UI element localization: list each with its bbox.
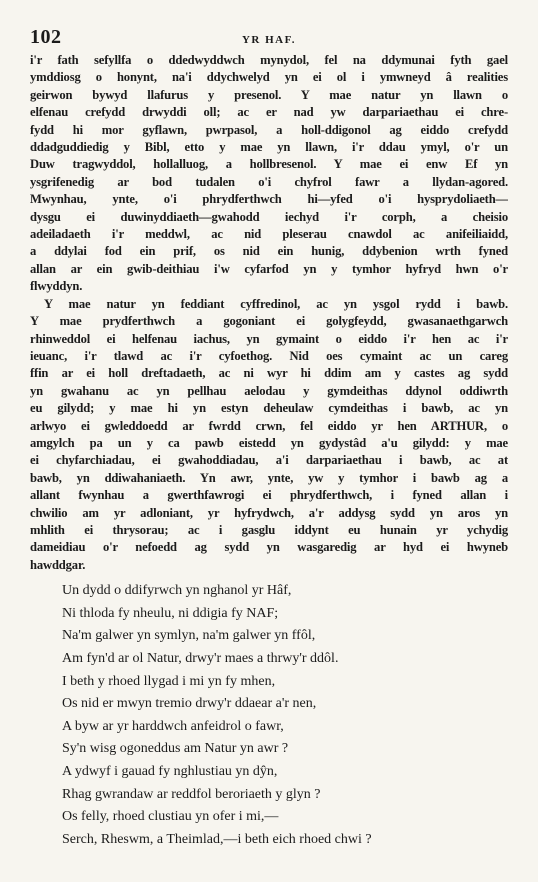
text-line: mhlith ei thrysorau; ac i gasglu iddynt eu hunain yr ychydig — [30, 522, 508, 537]
text-line: arlwyo ei gwleddoedd ar fwrdd crwn, fel eiddo yr hen ARTHUR, o — [30, 418, 508, 433]
text-line: ieuanc, i'r tlawd ac i'r cyfoethog. Nid oes cymaint ac un careg — [30, 348, 508, 363]
page-number: 102 — [30, 26, 62, 48]
text-line: i'r fath sefyllfa o ddedwyddwch mynydol, fel na ddymunai fyth gael — [30, 53, 508, 67]
paragraph-2 — [30, 296, 508, 575]
text-line: ysgrifenedig ar bod tudalen o'i chyfrol fawr a llydan-agored. — [30, 174, 508, 189]
text-line: ddadguddiedig y Bibl, etto y mae yn llawn, i'r ddau ymyl, o'r un — [30, 140, 508, 155]
poem-line: A byw ar yr harddwch anfeidrol o fawr, — [62, 718, 284, 734]
text-line: eu gilydd; y mae hi yn estyn deheulaw cymdeithas i bawb, ac yn — [30, 401, 508, 416]
poem-line: Ni thloda fy nheulu, ni ddigia fy NAF; — [62, 605, 279, 621]
text-line: hawddgar. — [30, 557, 86, 572]
text-line: geirwon bywyd llafurus y presenol. Y mae natur yn llawn o — [30, 87, 508, 102]
text-line: Duw tragwyddol, hollalluog, a hollbresenol. Y mae ei enw Ef yn — [30, 157, 508, 172]
poem-line: I beth y rhoed llygad i mi yn fy mhen, — [62, 673, 276, 689]
text-line: chwilio am yr adloniant, yr hyfrydwch, a'r addysg sydd yn aros yn — [30, 505, 508, 520]
text-line: flwyddyn. — [30, 279, 83, 294]
page-header — [30, 26, 508, 52]
text-line: elfenau crefydd drwyddi oll; ac er nad yw darpariaethau ei chre- — [30, 105, 508, 120]
poem-line: A ydwyf i gauad fy nghlustiau yn dŷn, — [62, 763, 278, 779]
poem-line: Serch, Rheswm, a Theimlad,—i beth eich rhoed chwi ? — [62, 831, 372, 847]
text-line: yn gwahanu ac yn pellhau aelodau y gymdeithas ddynol oddiwrth — [30, 383, 508, 398]
text-line: ei chyfarchiadau, ei gwahoddiadau, a'i darpariaethau i bawb, ac at — [30, 453, 508, 468]
poem-line: Sy'n wisg ogoneddus am Natur yn awr ? — [62, 741, 289, 757]
text-line: rhinweddol ei helfenau iachus, yn gymaint o eiddo i'r hen ac i'r — [30, 331, 508, 346]
poem-line: Rhag gwrandaw ar reddfol beroriaeth y glyn ? — [62, 786, 321, 802]
text-line: dameidiau o'r nefoedd ag sydd yn wasgaredig ar hyd ei hwyneb — [30, 540, 508, 555]
text-line: a ddylai fod ein prif, os nid ein hunig, ddybenion wrth fyned — [30, 244, 508, 259]
text-line: dysgu ei duwinyddiaeth—gwahodd iechyd i'r corph, a cheisio — [30, 209, 508, 224]
poem-line: Os nid er mwyn tremio drwy'r ddaear a'r nen, — [62, 696, 317, 712]
text-line: adeiladaeth i'r meddwl, ac nid pleserau cnawdol ac anifeiliaidd, — [30, 227, 508, 242]
text-line: ffin ar ei holl dreftadaeth, ac ni wyr hi ddim am y castes ag sydd — [30, 366, 508, 381]
text-line: bawb, yn ddiwahaniaeth. Yn awr, ynte, yw y tymhor i bawb ag a — [30, 470, 508, 485]
poem-line: Un dydd o ddifyrwch yn nghanol yr Hâf, — [62, 583, 292, 599]
text-line: amgylch pa un y ca pawb eistedd yn gydystâd a'u gilydd: y mae — [30, 435, 508, 450]
text-line: ymddiosg o honynt, na'i ddychwelyd yn ei ol i ymwneyd â realities — [30, 70, 508, 85]
text-line: allan ar ein gwib-deithiau i'w cyfarfod yn y tymhor hyfryd hwn o'r — [30, 261, 508, 276]
text-line: fydd hi mor gyflawn, pwrpasol, a holl-ddigonol ag eiddo crefydd — [30, 122, 508, 137]
poem-line: Am fyn'd ar ol Natur, drwy'r maes a thrwy'r ddôl. — [62, 650, 339, 666]
text-line: Y mae prydferthwch a gogoniant ei golygfeydd, gwasanaethgarwch — [30, 314, 508, 329]
text-line: Mwynhau, ynte, o'i phrydferthwch hi—yfed o'i hysprydoliaeth— — [30, 192, 508, 207]
text-line: allant fwynhau a gwerthfawrogi ei phrydferthwch, i fyned allan i — [30, 488, 508, 503]
poem-stanza — [30, 580, 508, 851]
text-line: Y mae natur yn feddiant cyffredinol, ac yn ysgol rydd i bawb. — [44, 296, 508, 311]
poem-line: Na'm galwer yn symlyn, na'm galwer yn ffôl, — [62, 628, 316, 644]
paragraph-1 — [30, 52, 508, 296]
poem-line: Os felly, rhoed clustiau yn ofer i mi,— — [62, 809, 279, 825]
running-head: YR HAF. — [241, 34, 297, 46]
